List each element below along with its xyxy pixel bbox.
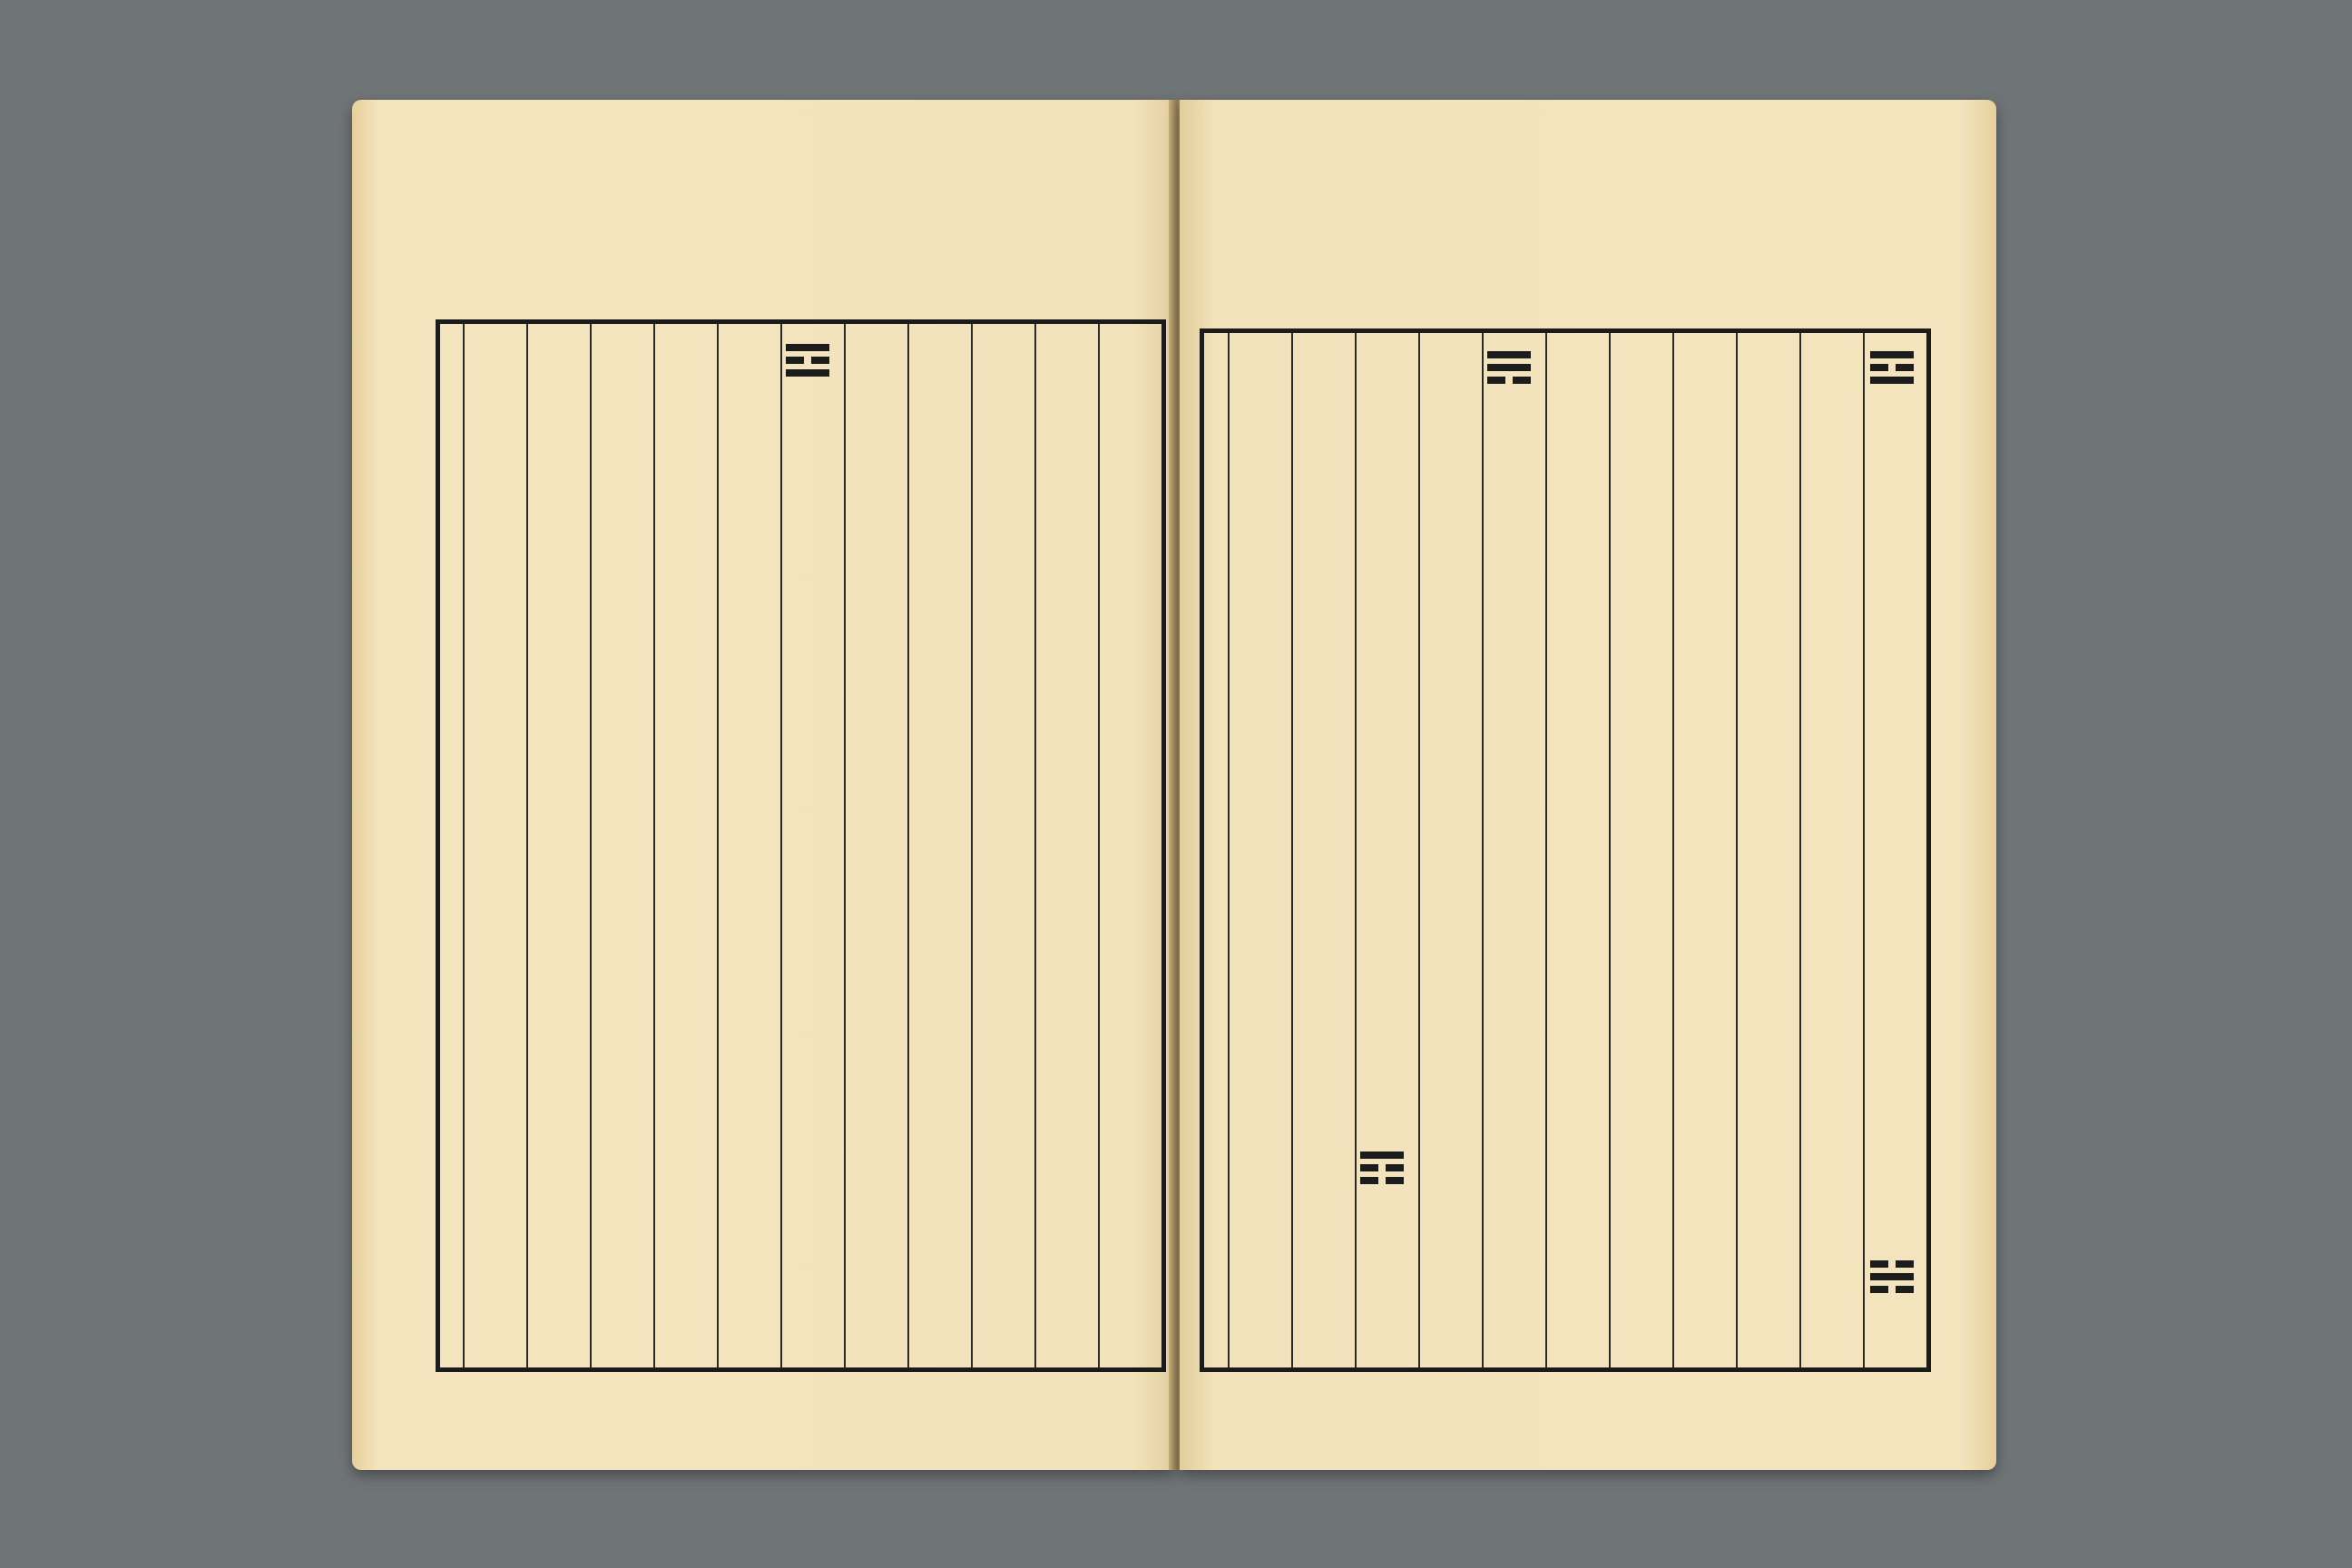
right-column-8 — [1418, 333, 1482, 1367]
left-text-frame — [436, 319, 1166, 1372]
right-margin-title — [1933, 309, 1998, 1379]
hexagram-icon — [786, 344, 829, 377]
left-page — [352, 100, 1174, 1470]
open-book — [352, 100, 1996, 1470]
left-column-11 — [463, 324, 526, 1367]
left-column-5 — [844, 324, 907, 1367]
right-column-6 — [1545, 333, 1609, 1367]
hexagram-icon — [1360, 1152, 1404, 1184]
left-column-6 — [780, 324, 844, 1367]
left-column-3 — [971, 324, 1034, 1367]
left-column-7 — [717, 324, 780, 1367]
right-text-frame — [1200, 328, 1931, 1372]
right-column-2 — [1799, 333, 1863, 1367]
right-column-10 — [1291, 333, 1355, 1367]
hexagram-icon — [1487, 351, 1531, 384]
right-column-11 — [1228, 333, 1291, 1367]
right-column-9 — [1355, 333, 1418, 1367]
left-column-8 — [653, 324, 717, 1367]
left-column-1 — [1098, 324, 1161, 1367]
right-column-1 — [1863, 333, 1926, 1367]
left-column-9 — [590, 324, 653, 1367]
right-column-3 — [1736, 333, 1799, 1367]
hexagram-icon — [1870, 1260, 1914, 1293]
right-page — [1180, 100, 1996, 1470]
right-column-5 — [1609, 333, 1672, 1367]
left-column-10 — [526, 324, 590, 1367]
hexagram-icon — [1870, 351, 1914, 384]
left-margin-title — [352, 309, 417, 1379]
right-column-7 — [1482, 333, 1545, 1367]
left-column-2 — [1034, 324, 1098, 1367]
right-column-4 — [1672, 333, 1736, 1367]
left-column-4 — [907, 324, 971, 1367]
